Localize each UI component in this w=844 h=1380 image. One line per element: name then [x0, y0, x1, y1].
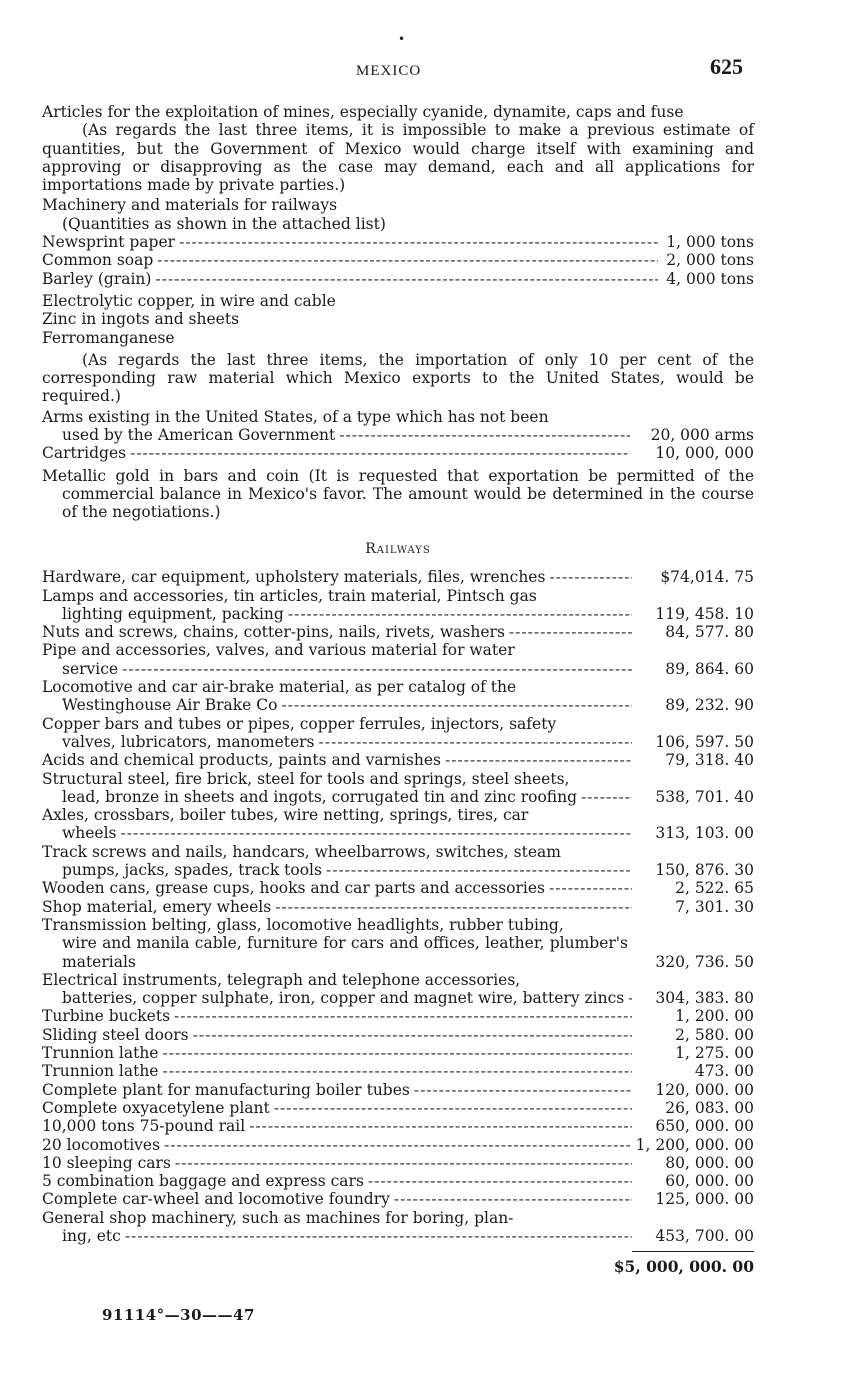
- railway-item-amount: 119, 458. 10: [655, 604, 754, 623]
- leader-dots: [326, 861, 632, 879]
- railway-item: [42, 1044, 754, 1062]
- tons-item-label: Barley (grain): [42, 269, 152, 288]
- railway-item-amount: 84, 577. 80: [665, 623, 754, 642]
- railway-item-first-line: General shop machinery, such as machines for boring, plan-: [42, 1208, 514, 1227]
- leader-dots: [122, 660, 632, 678]
- railway-item-desc: [42, 587, 632, 624]
- railway-item-cont: [42, 660, 632, 678]
- railway-item-desc: [42, 843, 632, 880]
- railway-item-amount: 106, 597. 50: [655, 732, 754, 751]
- railway-item-line: [42, 568, 632, 586]
- railway-item: [42, 1154, 754, 1172]
- leader-dots: [275, 898, 632, 916]
- railway-item-first-line: 5 combination baggage and express cars: [42, 1172, 364, 1191]
- railway-item-cont: [42, 934, 632, 971]
- tons-item: [42, 233, 754, 251]
- railway-item-cont: [42, 989, 632, 1007]
- leader-dots: [162, 1062, 632, 1080]
- railway-note: (Quantities as shown in the attached list): [62, 214, 386, 233]
- leader-dots: [581, 788, 632, 806]
- tons-item: [42, 270, 754, 288]
- railway-item: [42, 678, 754, 715]
- leader-dots: [193, 1026, 632, 1044]
- tons-list: [42, 233, 754, 288]
- railways-section: [42, 540, 754, 1277]
- railway-item-amount: 1, 200. 00: [675, 1007, 754, 1026]
- railway-item-amount: 538, 701. 40: [655, 787, 754, 806]
- railway-item-rest: lighting equipment, packing: [62, 604, 284, 623]
- mines-note: (As regards the last three items, it is impossible to make a previous estimate of quantities, but the Government of Mexico would charge itself with examining and approving or disapproving as the case may demand, each and all applications for importations made by private parties.): [42, 121, 754, 195]
- leader-dots: [157, 251, 658, 269]
- metal-item: Zinc in ingots and sheets: [42, 310, 240, 329]
- import-list-section: [42, 103, 754, 522]
- page-number: 625: [710, 54, 743, 79]
- arms-item: [42, 426, 754, 444]
- railway-item: [42, 1190, 754, 1208]
- railway-item: [42, 568, 754, 586]
- leader-dots: [164, 1136, 632, 1154]
- railway-item: [42, 587, 754, 624]
- railway-item-desc: [42, 715, 632, 752]
- railway-item: [42, 770, 754, 807]
- leader-dots: [394, 1190, 632, 1208]
- railway-item-first-line: Sliding steel doors: [42, 1025, 189, 1044]
- railway-item-first-line: Turbine buckets: [42, 1007, 171, 1026]
- railway-item-cont: [42, 788, 632, 806]
- leader-dots: [339, 426, 630, 444]
- railway-item-line: [42, 1117, 632, 1135]
- tons-item-label: Common soap: [42, 251, 154, 270]
- railway-item-amount: 79, 318. 40: [665, 751, 754, 770]
- railway-item: [42, 715, 754, 752]
- railway-item-first-line: Axles, crossbars, boiler tubes, wire netting, springs, tires, car: [42, 806, 529, 825]
- leader-dots: [288, 605, 632, 623]
- railway-item-cont: [42, 1227, 632, 1245]
- railway-item-first-line: Copper bars and tubes or pipes, copper ferrules, injectors, safety: [42, 714, 557, 733]
- railway-item-line: [42, 1007, 632, 1025]
- railways-item-list: [42, 568, 754, 1245]
- leader-dots: [281, 696, 632, 714]
- metals-note: (As regards the last three items, the importation of only 10 per cent of the corresponding raw material which Mexico exports to the United States, would be required.): [42, 350, 754, 406]
- railway-item: [42, 879, 754, 897]
- railway-item-amount: 2, 522. 65: [675, 879, 754, 898]
- railway-item-rest: batteries, copper sulphate, iron, copper and magnet wire, battery zincs: [62, 989, 625, 1008]
- cartridges-item: [42, 444, 754, 462]
- railway-item: [42, 1026, 754, 1044]
- arms-qty: 20, 000 arms: [650, 426, 754, 445]
- leader-dots: [179, 233, 658, 251]
- page-header: [0, 54, 844, 84]
- railway-item-amount: 473. 00: [694, 1062, 754, 1081]
- railway-item-line: [42, 1026, 632, 1044]
- railway-item-line: [42, 898, 632, 916]
- railway-item-amount: 89, 864. 60: [665, 659, 754, 678]
- railway-item-first-line: 20 locomotives: [42, 1135, 161, 1154]
- railway-item: [42, 971, 754, 1008]
- railway-item: [42, 751, 754, 769]
- railway-item-first-line: Complete oxyacetylene plant: [42, 1098, 270, 1117]
- railway-item-first-line: Pipe and accessories, valves, and various material for water: [42, 641, 515, 660]
- metal-item: Ferromanganese: [42, 328, 175, 347]
- railway-item-cont: [42, 733, 632, 751]
- leader-dots: [445, 751, 632, 769]
- railway-item-first-line: Shop material, emery wheels: [42, 897, 272, 916]
- leader-dots: [549, 568, 632, 586]
- railway-item-amount: 125, 000. 00: [655, 1190, 754, 1209]
- railway-item-desc: [42, 971, 632, 1008]
- running-title: MEXICO: [356, 63, 422, 79]
- railway-item-rest: service: [62, 659, 119, 678]
- railway-item-cont: [42, 824, 632, 842]
- railway-item-amount: 2, 580. 00: [675, 1025, 754, 1044]
- leader-dots: [414, 1081, 632, 1099]
- railway-item: [42, 898, 754, 916]
- railway-item-desc: [42, 806, 632, 843]
- railway-item: [42, 641, 754, 678]
- arms-label: used by the American Government: [62, 426, 336, 445]
- railway-item-line: [42, 1172, 632, 1190]
- leader-dots: [549, 879, 632, 897]
- railway-item: [42, 916, 754, 971]
- railway-item-rest: wheels: [62, 824, 117, 843]
- railway-item-rest: valves, lubricators, manometers: [62, 732, 315, 751]
- mines-item: Articles for the exploitation of mines, especially cyanide, dynamite, caps and fuse: [42, 103, 684, 121]
- railway-item: [42, 1081, 754, 1099]
- railway-item-first-line: Nuts and screws, chains, cotter-pins, nails, rivets, washers: [42, 623, 505, 642]
- railways-heading: Railways: [365, 541, 431, 557]
- railways-total: $5, 000, 000. 00: [613, 1257, 754, 1277]
- railway-item-cont: [42, 696, 632, 714]
- railway-item-first-line: 10,000 tons 75-pound rail: [42, 1117, 246, 1136]
- tons-item-label: Newsprint paper: [42, 233, 176, 252]
- railway-item-line: [42, 751, 632, 769]
- leader-dots: [155, 270, 658, 288]
- leader-dots: [162, 1044, 632, 1062]
- railway-item: [42, 1136, 754, 1154]
- railway-item-line: [42, 1099, 632, 1117]
- footer-code: 91114°—30——47: [102, 1306, 255, 1324]
- leader-dots: [628, 989, 632, 1007]
- cartridges-qty: 10, 000, 000: [655, 444, 754, 463]
- railway-item-rest: lead, bronze in sheets and ingots, corrugated tin and zinc roofing: [62, 787, 578, 806]
- railway-item-first-line: Electrical instruments, telegraph and telephone accessories,: [42, 970, 521, 989]
- railway-item: [42, 1099, 754, 1117]
- railway-item: [42, 1117, 754, 1135]
- cartridges-label: Cartridges: [42, 444, 127, 463]
- railway-item-desc: [42, 916, 632, 971]
- metal-item: Electrolytic copper, in wire and cable: [42, 291, 336, 310]
- leader-dots: [130, 444, 630, 462]
- leader-dots: [319, 733, 632, 751]
- railway-item-amount: 313, 103. 00: [655, 824, 754, 843]
- railway-item-amount: 1, 200, 000. 00: [635, 1135, 754, 1154]
- railway-item-first-line: Hardware, car equipment, upholstery materials, files, wrenches: [42, 568, 546, 587]
- arms-item-line1: Arms existing in the United States, of a type which has not been: [42, 407, 549, 426]
- railway-item-first-line: Trunnion lathe: [42, 1062, 159, 1081]
- railway-item-rest: ing, etc: [62, 1226, 121, 1245]
- tons-item-qty: 2, 000 tons: [666, 251, 754, 270]
- top-mark: •: [398, 32, 406, 46]
- railway-item-amount: 120, 000. 00: [655, 1080, 754, 1099]
- leader-dots: [174, 1007, 632, 1025]
- railway-item: [42, 1172, 754, 1190]
- railway-item-amount: 60, 000. 00: [665, 1172, 754, 1191]
- leader-dots: [509, 623, 632, 641]
- railway-item-first-line: Lamps and accessories, tin articles, train material, Pintsch gas: [42, 586, 537, 605]
- railway-item: [42, 1062, 754, 1080]
- railway-item-cont: [42, 861, 632, 879]
- railway-item-amount: 26, 083. 00: [665, 1098, 754, 1117]
- railway-item: [42, 1209, 754, 1246]
- railway-item-first-line: Wooden cans, grease cups, hooks and car parts and accessories: [42, 879, 545, 898]
- railway-item-rest: wire and manila cable, furniture for cars and offices, leather, plumber's materials: [62, 934, 628, 971]
- railway-item-rest: pumps, jacks, spades, track tools: [62, 861, 322, 880]
- leader-dots: [125, 1227, 632, 1245]
- railway-item-line: [42, 1062, 632, 1080]
- railway-item: [42, 1007, 754, 1025]
- leader-dots: [175, 1154, 632, 1172]
- railway-item-line: [42, 1044, 632, 1062]
- railway-item-first-line: Transmission belting, glass, locomotive headlights, rubber tubing,: [42, 915, 564, 934]
- railway-item-rest: Westinghouse Air Brake Co: [62, 696, 278, 715]
- railway-item-line: [42, 623, 632, 641]
- railway-machinery-item: Machinery and materials for railways: [42, 196, 338, 215]
- railway-item-line: [42, 1190, 632, 1208]
- railway-item-desc: [42, 641, 632, 678]
- railway-item-first-line: Complete car-wheel and locomotive foundry: [42, 1190, 390, 1209]
- railway-item-first-line: Structural steel, fire brick, steel for tools and springs, steel sheets,: [42, 769, 570, 788]
- railway-item-cont: [42, 605, 632, 623]
- railway-item-amount: 320, 736. 50: [655, 952, 754, 971]
- railway-item-amount: $74,014. 75: [660, 568, 754, 587]
- railway-item-amount: 650, 000. 00: [655, 1117, 754, 1136]
- railway-item-amount: 150, 876. 30: [655, 861, 754, 880]
- railway-item-line: [42, 879, 632, 897]
- tons-item-qty: 4, 000 tons: [666, 269, 754, 288]
- railway-item-first-line: Trunnion lathe: [42, 1044, 159, 1063]
- total-rule: [632, 1251, 754, 1252]
- railway-item-desc: [42, 1209, 632, 1246]
- railway-item-amount: 7, 301. 30: [675, 897, 754, 916]
- railway-item-desc: [42, 770, 632, 807]
- tons-item: [42, 251, 754, 269]
- railway-item: [42, 806, 754, 843]
- railway-item-amount: 304, 383. 80: [655, 989, 754, 1008]
- railway-item: [42, 843, 754, 880]
- railway-item-first-line: Acids and chemical products, paints and varnishes: [42, 751, 441, 770]
- railway-item-line: [42, 1154, 632, 1172]
- railway-item-desc: [42, 678, 632, 715]
- leader-dots: [249, 1117, 632, 1135]
- railway-item-line: [42, 1081, 632, 1099]
- railway-item: [42, 623, 754, 641]
- railway-item-amount: 80, 000. 00: [665, 1153, 754, 1172]
- railway-item-first-line: Track screws and nails, handcars, wheelbarrows, switches, steam: [42, 842, 561, 861]
- leader-dots: [121, 824, 632, 842]
- railway-item-first-line: 10 sleeping cars: [42, 1153, 171, 1172]
- leader-dots: [274, 1099, 632, 1117]
- leader-dots: [368, 1172, 632, 1190]
- gold-note: Metallic gold in bars and coin (It is requested that exportation be permitted of the commercial balance in Mexico's favor. The amount would be determined in the course of the negotiations.): [42, 466, 754, 522]
- railway-item-first-line: Complete plant for manufacturing boiler tubes: [42, 1080, 410, 1099]
- railway-item-line: [42, 1136, 632, 1154]
- tons-item-qty: 1, 000 tons: [666, 233, 754, 252]
- railway-item-first-line: Locomotive and car air-brake material, as per catalog of the: [42, 678, 517, 697]
- railway-item-amount: 453, 700. 00: [655, 1226, 754, 1245]
- metals-list: [42, 292, 754, 347]
- railway-item-amount: 89, 232. 90: [665, 696, 754, 715]
- railway-item-amount: 1, 275. 00: [675, 1044, 754, 1063]
